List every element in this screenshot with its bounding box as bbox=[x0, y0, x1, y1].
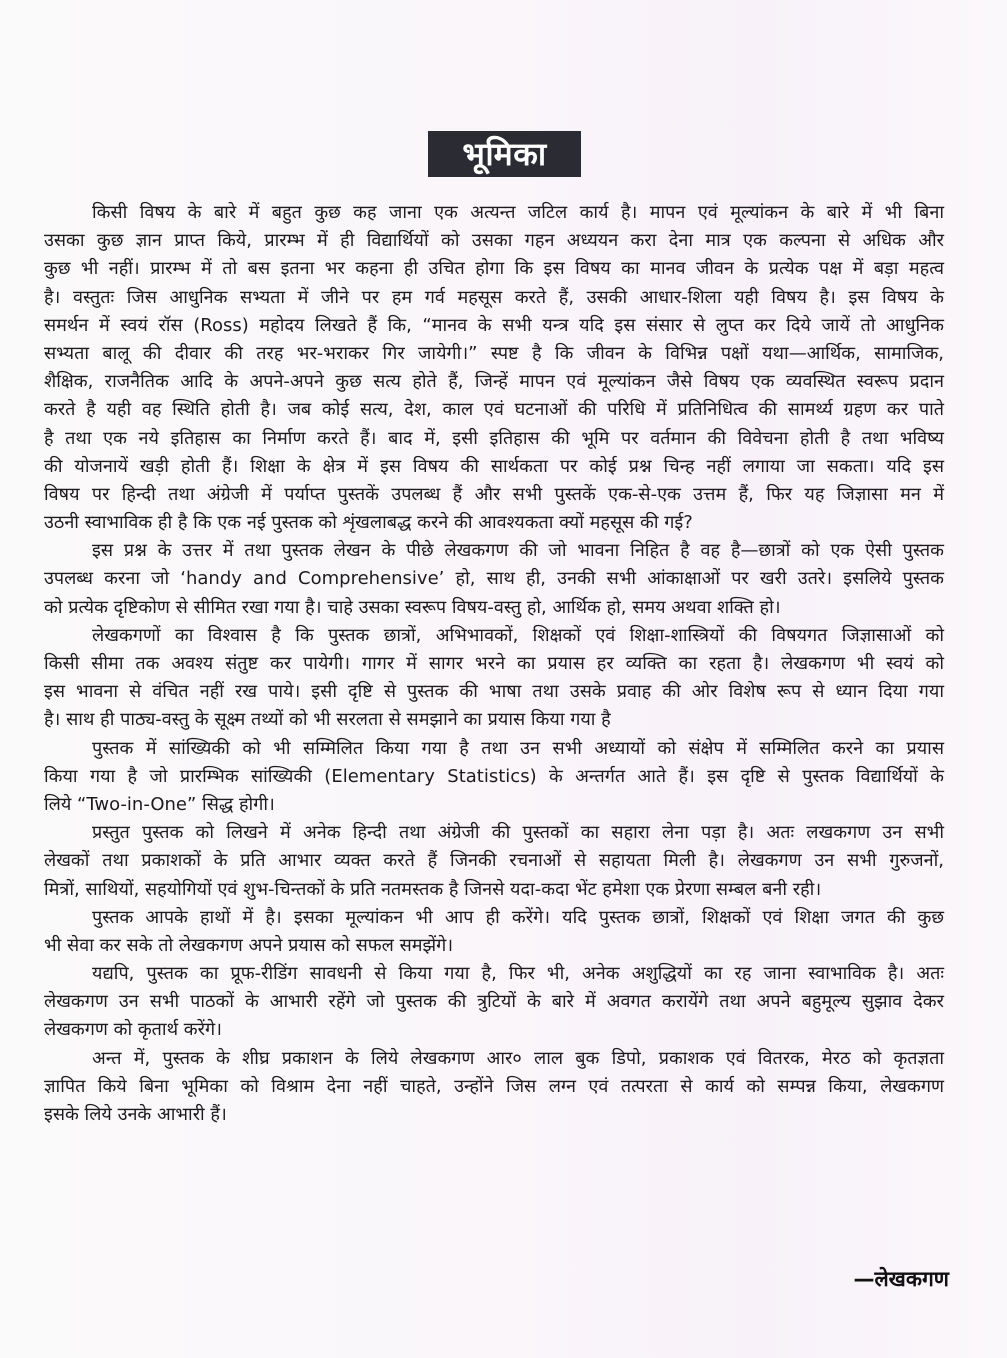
text-line: उठनी स्वाभाविक ही है कि एक नई पुस्तक को शृंखलाबद्ध करने की आवश्यकता क्यों महसूस की गई? bbox=[44, 512, 693, 534]
text-line: शैक्षिक, राजनैतिक आदि के अपने-अपने कुछ सत्य होते हैं, जिन्हें मापन एवं मूल्यांकन जैसे विषय एक व्यवस्थित स्वरूप प्रदान bbox=[44, 371, 944, 393]
text-line: किसी सीमा तक अवश्य संतुष्ट कर पायेगी। गागर में सागर भरने का प्रयास हर व्यक्ति का रहता है। लेखकगण भी स्वयं को bbox=[44, 653, 944, 674]
text-line: ज्ञापित किये बिना भूमिका को विश्राम देना नहीं चाहते, उन्होंने जिस लग्न एवं तत्परता से कार्य को सम्पन्न किया, लेखकगण bbox=[44, 1075, 944, 1097]
text-line: भी सेवा कर सके तो लेखकगण अपने प्रयास को सफल समझेंगे। bbox=[44, 934, 454, 956]
text-line: समर्थन में स्वयं रॉस (Ross) महोदय लिखते हैं कि, “मानव के सभी यन्त्र यदि इस संसार से लुप्त कर दिये जायें तो आधुनिक bbox=[44, 314, 944, 336]
text-line: को प्रत्येक दृष्टिकोण से सीमित रखा गया है। चाहे उसका स्वरूप विषय-वस्तु हो, आर्थिक हो, समय अथवा शक्ति हो। bbox=[44, 596, 781, 618]
text-line: विषय पर हिन्दी तथा अंग्रेजी में पर्याप्त पुस्तकें उपलब्ध हैं और सभी पुस्तकें एक-से-एक उत्तम हैं, फिर यह जिज्ञासा मन में bbox=[44, 483, 944, 505]
paragraph bbox=[44, 1045, 944, 1130]
text-line: किसी विषय के बारे में बहुत कुछ कह जाना एक अत्यन्त जटिल कार्य है। मापन एवं मूल्यांकन के बारे में भी बिना bbox=[92, 202, 944, 223]
paragraph bbox=[44, 537, 944, 622]
text-line: पुस्तक में सांख्यिकी को भी सम्मिलित किया गया है तथा उन सभी अध्यायों को संक्षेप में सम्मिलित करने का प्रयास bbox=[92, 737, 944, 759]
paragraph bbox=[44, 622, 944, 735]
text-line: कुछ भी नहीं। प्रारम्भ में तो बस इतना भर कहना ही उचित होगा कि इस विषय का मानव जीवन के प्रत्येक पक्ष में बड़ा महत्व bbox=[44, 258, 944, 280]
signature: —लेखकगण bbox=[853, 1267, 949, 1291]
text-line: लेखकगणों का विश्वास है कि पुस्तक छात्रों, अभिभावकों, शिक्षकों एवं शिक्षा-शास्त्रियों की विषयगत जिज्ञासाओं को bbox=[92, 624, 944, 646]
text-line: अन्त में, पुस्तक के शीघ्र प्रकाशन के लिये लेखकगण आर० लाल बुक डिपो, प्रकाशक एवं वितरक, मेरठ को कृतज्ञता bbox=[92, 1047, 944, 1069]
title-banner bbox=[428, 131, 581, 177]
text-line: लेखकगण को कृतार्थ करेंगे। bbox=[44, 1019, 222, 1041]
text-line: किया गया है जो प्रारम्भिक सांख्यिकी (Elementary Statistics) के अन्तर्गत आते हैं। इस दृष्टि से पुस्तक विद्यार्थियों के bbox=[44, 765, 944, 787]
text-line: है। वस्तुतः जिस आधुनिक सभ्यता में जीने पर हम गर्व महसूस करते हैं, उसकी आधार-शिला यही विषय है। इस विषय के bbox=[44, 286, 944, 308]
text-line: पुस्तक आपके हाथों में है। इसका मूल्यांकन भी आप ही करेंगे। यदि पुस्तक छात्रों, शिक्षकों एवं शिक्षा जगत की कुछ bbox=[92, 906, 944, 928]
paragraph bbox=[44, 199, 944, 537]
page-title: भूमिका bbox=[462, 135, 547, 173]
paragraph bbox=[44, 904, 944, 960]
text-line: मित्रों, साथियों, सहयोगियों एवं शुभ-चिन्तकों के प्रति नतमस्तक है जिनसे यदा-कदा भेंट हमेशा एक प्रेरणा सम्बल बनी रही। bbox=[44, 878, 822, 900]
text-line: इस भावना से वंचित नहीं रख पाये। इसी दृष्टि से पुस्तक की भाषा तथा उसके प्रवाह की ओर विशेष रूप से ध्यान दिया गया bbox=[44, 681, 944, 703]
text-line: है तथा एक नये इतिहास का निर्माण करते हैं। बाद में, इसी इतिहास की भूमि पर वर्तमान की विवेचना होती है तथा भविष्य bbox=[44, 427, 944, 449]
text-line: की योजनायें खड़ी होती हैं। शिक्षा के क्षेत्र में इस विषय की सार्थकता पर कोई प्रश्न चिन्ह नहीं लगाया जा सकता। यदि इस bbox=[44, 455, 944, 477]
text-line: लेखकगण उन सभी पाठकों के आभारी रहेंगे जो पुस्तक की त्रुटियों के बारे में अवगत करायेंगे तथा अपने बहुमूल्य सुझाव देकर bbox=[44, 991, 944, 1013]
text-line: इसके लिये उनके आभारी हैं। bbox=[44, 1104, 227, 1125]
text-line: उपलब्ध करना जो ‘handy and Comprehensive’ हो, साथ ही, उनकी सभी आंकाक्षाओं पर खरी उतरे। इसलिये पुस्तक bbox=[44, 568, 944, 590]
text-line: यद्यपि, पुस्तक का प्रूफ-रीडिंग सावधनी से किया गया है, फिर भी, अनेक अशुद्धियों का रह जाना स्वाभाविक है। अतः bbox=[92, 963, 944, 985]
text-line: प्रस्तुत पुस्तक को लिखने में अनेक हिन्दी तथा अंग्रेजी की पुस्तकों का सहारा लेना पड़ा है। अतः लखकगण उन सभी bbox=[92, 822, 944, 844]
text-line: सभ्यता बालू की दीवार की तरह भर-भराकर गिर जायेगी।” स्पष्ट है कि जीवन के विभिन्न पक्षों यथा—आर्थिक, सामाजिक, bbox=[44, 342, 944, 364]
preface-body bbox=[44, 199, 944, 1129]
text-line: करते है यही वह स्थिति होती है। जब कोई सत्य, देश, काल एवं घटनाओं की परिधि में प्रतिनिधित्व की सामर्थ्य ग्रहण कर पाते bbox=[44, 399, 944, 421]
paragraph bbox=[44, 735, 944, 820]
text-line: लिये “Two-in-One” सिद्ध होगी। bbox=[44, 793, 275, 815]
paragraph bbox=[44, 960, 944, 1045]
text-line: उसका कुछ ज्ञान प्राप्त किये, प्रारम्भ में ही विद्यार्थियों को उसका गहन अध्ययन करा देना मात्र एक कल्पना से अधिक और bbox=[44, 230, 944, 252]
paragraph bbox=[44, 819, 944, 904]
text-line: है। साथ ही पाठ्य-वस्तु के सूक्ष्म तथ्यों को भी सरलता से समझाने का प्रयास किया गया है bbox=[44, 709, 611, 731]
text-line: इस प्रश्न के उत्तर में तथा पुस्तक लेखन के पीछे लेखकगण की जो भावना निहित है वह है—छात्रों को एक ऐसी पुस्तक bbox=[92, 540, 944, 562]
text-line: लेखकों तथा प्रकाशकों के प्रति आभार व्यक्त करते हैं जिनकी रचनाओं से सहायता मिली है। लेखकगण उन सभी गुरुजनों, bbox=[44, 850, 944, 872]
